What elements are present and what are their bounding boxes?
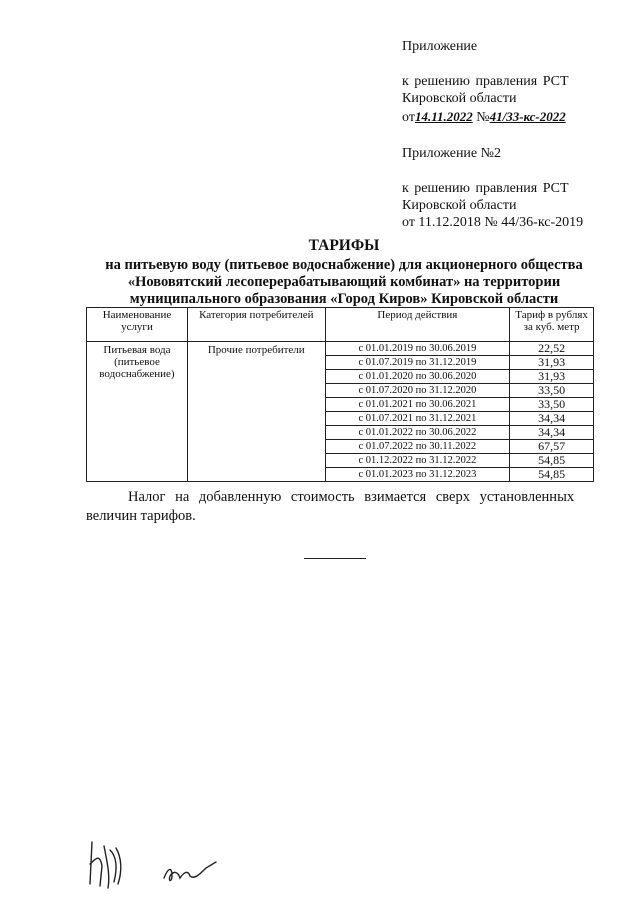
signature-initials-icon xyxy=(86,836,126,890)
heading-line2: «Нововятский лесоперерабатывающий комбинат» на территории xyxy=(127,274,561,290)
header-service: Наименование услуги xyxy=(87,308,188,342)
tariff-cell: 34,34 xyxy=(510,426,594,440)
heading-line3: муниципального образования «Город Киров» Кировской области xyxy=(129,291,559,307)
table-header-row xyxy=(87,308,594,342)
tariff-cell: 54,85 xyxy=(510,454,594,468)
header-category: Категория потребителей xyxy=(187,308,325,342)
closing-divider xyxy=(304,558,366,559)
tariff-cell: 22,52 xyxy=(510,342,594,356)
appendix2-title: Приложение №2 xyxy=(402,146,501,161)
tariff-cell: 33,50 xyxy=(510,384,594,398)
appendix1-line2: Кировской области xyxy=(402,91,517,106)
period-cell: с 01.07.2020 по 31.12.2020 xyxy=(325,384,510,398)
tariff-cell: 33,50 xyxy=(510,398,594,412)
period-cell: с 01.07.2019 по 31.12.2019 xyxy=(325,356,510,370)
appendix1-line1: к решению правления РСТ xyxy=(402,74,569,89)
tax-note-line2: величин тарифов. xyxy=(86,508,196,524)
heading-line1: на питьевую воду (питьевое водоснабжение) для акционерного общества xyxy=(105,257,583,273)
period-cell: с 01.01.2023 по 31.12.2023 xyxy=(325,468,510,482)
tariff-cell: 31,93 xyxy=(510,370,594,384)
period-cell: с 01.01.2021 по 30.06.2021 xyxy=(325,398,510,412)
consumer-category-cell: Прочие потребители xyxy=(187,342,325,482)
appendix1-title: Приложение xyxy=(402,39,478,54)
appendix2-line2: Кировской области xyxy=(402,198,517,213)
appendix2-line1: к решению правления РСТ xyxy=(402,181,569,196)
period-cell: с 01.07.2021 по 31.12.2021 xyxy=(325,412,510,426)
period-cell: с 01.07.2022 по 30.11.2022 xyxy=(325,440,510,454)
tax-note-line1: Налог на добавленную стоимость взимается сверх установленных xyxy=(128,489,575,505)
number-prefix: № xyxy=(476,110,490,125)
table-body xyxy=(87,342,594,482)
header-period: Период действия xyxy=(325,308,510,342)
period-cell: с 01.12.2022 по 31.12.2022 xyxy=(325,454,510,468)
period-cell: с 01.01.2019 по 30.06.2019 xyxy=(325,342,510,356)
appendix1-date-line xyxy=(402,108,566,127)
appendix2-line3: от 11.12.2018 № 44/36-кс-2019 xyxy=(402,215,584,230)
header-rate: Тариф в рублях за куб. метр xyxy=(510,308,594,342)
date-prefix: от xyxy=(402,110,415,125)
period-cell: с 01.01.2020 по 30.06.2020 xyxy=(325,370,510,384)
service-name-cell: Питьевая вода (питьевое водоснабжение) xyxy=(87,342,188,482)
handwritten-date: 14.11.2022 xyxy=(414,109,473,124)
handwritten-number: 41/33-кс-2022 xyxy=(489,109,566,124)
table-row xyxy=(87,342,594,356)
tariff-cell: 67,57 xyxy=(510,440,594,454)
tariff-cell: 54,85 xyxy=(510,468,594,482)
period-cell: с 01.01.2022 по 30.06.2022 xyxy=(325,426,510,440)
document-title: ТАРИФЫ xyxy=(308,237,380,254)
signature-icon xyxy=(160,858,220,888)
tariff-table xyxy=(86,307,594,482)
tariff-cell: 34,34 xyxy=(510,412,594,426)
tariff-cell: 31,93 xyxy=(510,356,594,370)
